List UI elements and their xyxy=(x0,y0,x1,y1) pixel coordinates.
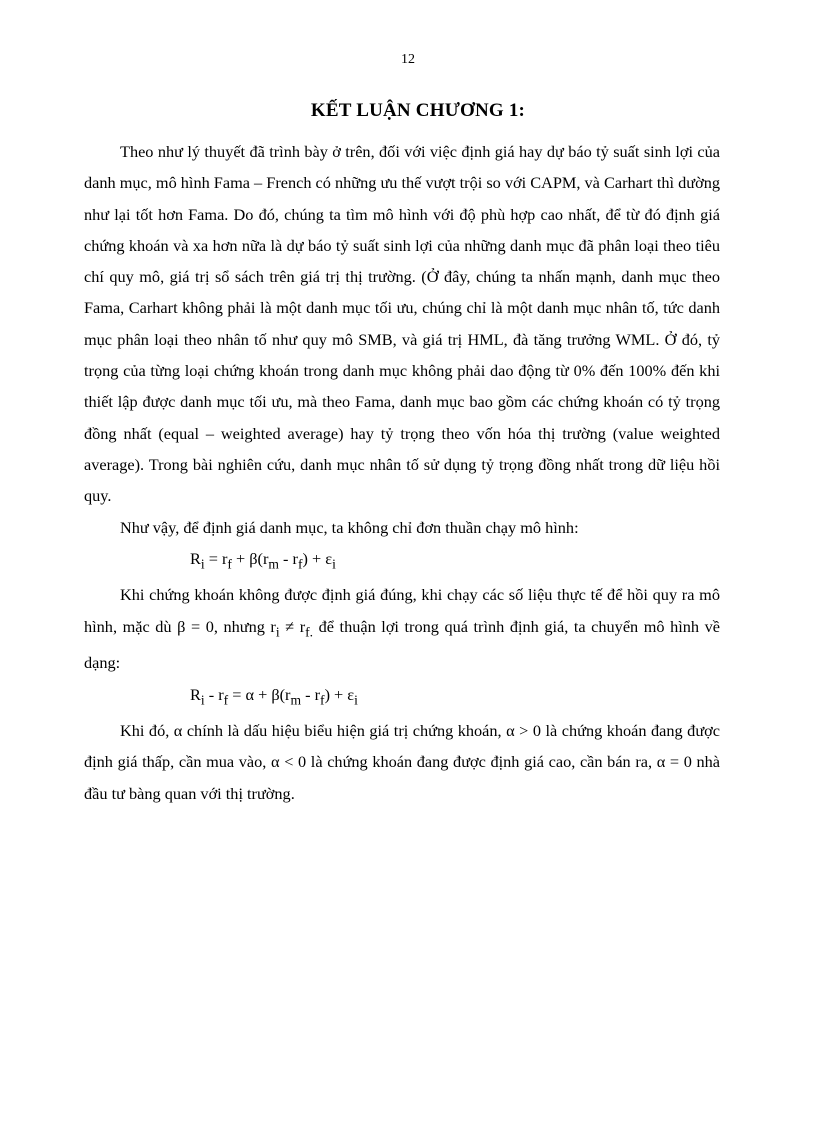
chapter-title: KẾT LUẬN CHƯƠNG 1: xyxy=(310,100,526,121)
chapter-conclusion-body xyxy=(84,136,720,809)
formula-alpha-model: $R_i - r_f = \alpha + \beta(r_m - r_f) + \varepsilon_i$ xyxy=(190,684,358,707)
formula-capm-factor-model: $R_i = r_f + \beta(r_m - r_f) + \varepsilon_i$ xyxy=(190,548,336,572)
paragraph-alpha-interpretation: Khi đó, α chính là dấu hiệu biểu hiện giá trị chứng khoán, α > 0 là chứng khoán đang được định giá thấp, cần mua vào, α < 0 là chứng khoán đang được định giá cao, cần bán ra, α = 0 nhà đầu tư bàng quan với thị trường. xyxy=(84,721,720,803)
paragraph-mispricing: Khi chứng khoán không được định giá đúng, khi chạy các số liệu thực tế để hồi quy ra mô hình, mặc dù β = 0, nhưng $r_i \ne r_{f.}$ để thuận lợi trong quá trình định giá, ta chuyển mô hình về dạng: xyxy=(84,585,721,673)
paragraph-model-comparison: Theo như lý thuyết đã trình bày ở trên, đối với việc định giá hay dự báo tỷ suất sinh lợi của danh mục, mô hình Fama – French có những ưu thế vượt trội so với CAPM, và Carhart thì dường như lại tốt hơn Fama. Do đó, chúng ta tìm mô hình với độ phù hợp cao nhất, để từ đó định giá chứng khoán và xa hơn nữa là dự báo tỷ suất sinh lợi của những danh mục đã phân loại theo tiêu chí quy mô, giá trị sổ sách trên giá trị thị trường. (Ở đây, chúng ta nhấn mạnh, danh mục theo Fama, Carhart không phải là một danh mục tối ưu, chúng chỉ là một danh mục nhân tố, tức danh mục phân loại theo nhân tố như quy mô SMB, và giá trị HML, đà tăng trưởng WML. Ở đó, tỷ trọng của từng loại chứng khoán trong danh mục không phải dao động từ 0% đến 100% đến khi thiết lập được danh mục tối ưu, mà theo Fama, danh mục bao gồm các chứng khoán có tỷ trọng đồng nhất (equal – weighted average) hay tỷ trọng theo vốn hóa thị trường (value weighted average). Trong bài nghiên cứu, danh mục nhân tố sử dụng tỷ trọng đồng nhất trong dữ liệu hồi quy. xyxy=(84,142,720,506)
paragraph-pricing-intro: Như vậy, để định giá danh mục, ta không chỉ đơn thuần chạy mô hình: xyxy=(120,517,579,537)
page-number: 12 xyxy=(401,52,415,67)
